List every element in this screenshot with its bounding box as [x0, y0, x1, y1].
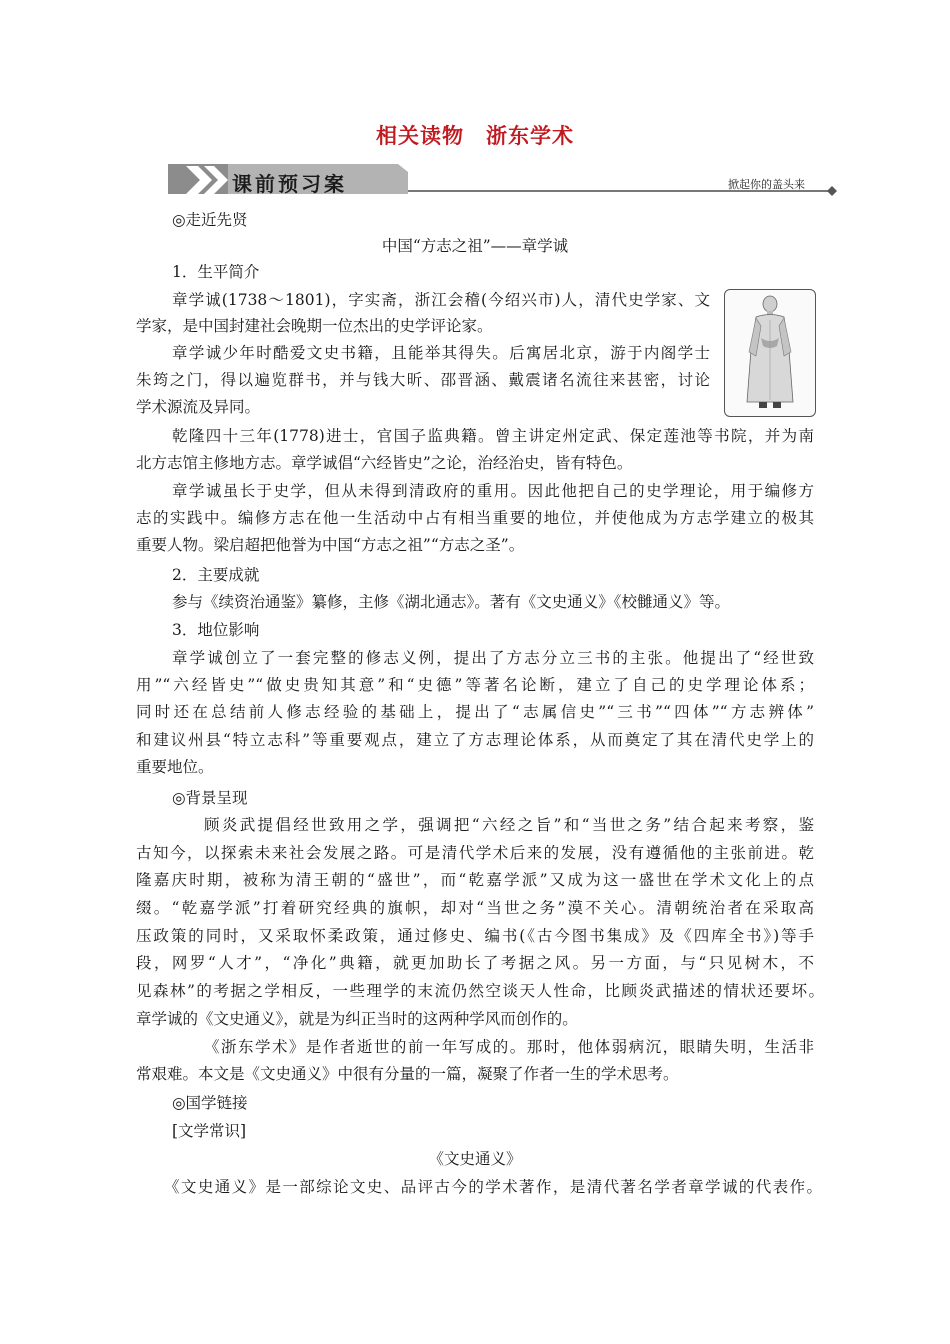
influence-line: 章学诚创立了一套完整的修志义例，提出了方志分立三书的主张。他提出了“经世致: [172, 649, 814, 667]
heading-achievement: 2．主要成就: [172, 566, 260, 584]
literature-tag: [文学常识]: [172, 1122, 247, 1140]
background-line: 见森林”的考据之学相反，一些理学的末流仍然空谈天人性命，比顾炎武描述的情状还要坏。: [136, 982, 824, 1000]
book-title: 《文史通义》: [428, 1150, 522, 1168]
background-line: 《浙东学术》是作者逝世的前一年写成的。那时，他体弱病沉，眼睛失明，生活非: [204, 1038, 814, 1056]
heading-bio: 1．生平简介: [172, 263, 260, 281]
background-line: 压政策的同时，又采取怀柔政策，通过修史、编书(《古今图书集成》及《四库全书》)等手: [136, 927, 814, 945]
section-heading-2: ◎背景呈现: [172, 789, 248, 807]
bio-line: 章学诚(1738～1801)，字实斋，浙江会稽(今绍兴市)人，清代史学家、文: [172, 291, 710, 309]
influence-line: 重要地位。: [136, 758, 214, 776]
influence-line: 和建议州县“特立志科”等重要观点，建立了方志理论体系，从而奠定了其在清代史学上的: [136, 731, 814, 749]
background-line: 常艰难。本文是《文史通义》中很有分量的一篇，凝聚了作者一生的学术思考。: [136, 1065, 679, 1083]
background-line: 顾炎武提倡经世致用之学，强调把“六经之旨”和“当世之务”结合起来考察，鉴: [204, 816, 814, 834]
banner-slogan: 掀起你的盖头来: [728, 178, 805, 191]
bio-line: 乾隆四十三年(1778)进士，官国子监典籍。曾主讲定州定武、保定莲池等书院，并为南: [172, 427, 814, 445]
background-line: 隆嘉庆时期，被称为清王朝的“盛世”，而“乾嘉学派”又成为这一盛世在学术文化上的点: [136, 871, 814, 889]
heading-influence: 3．地位影响: [172, 621, 260, 639]
bio-line: 章学诚少年时酷爱文史书籍，且能举其得失。后寓居北京，游于内阁学士: [172, 344, 710, 362]
bio-line: 学术源流及异同。: [136, 398, 261, 416]
subtitle: 中国“方志之祖”——章学诚: [381, 237, 569, 255]
bio-line: 章学诚虽长于史学，但从未得到清政府的重用。因此他把自己的史学理论，用于编修方: [172, 482, 814, 500]
background-line: 章学诚的《文史通义》，就是为纠正当时的这两种学风而创作的。: [136, 1010, 578, 1028]
achievement-text: 参与《续资治通鉴》纂修，主修《湖北通志》。著有《文史通义》《校雠通义》等。: [172, 593, 731, 611]
section-heading-1: ◎走近先贤: [172, 211, 248, 229]
section-heading-3: ◎国学链接: [172, 1094, 248, 1112]
bio-line: 北方志馆主修地方志。章学诚倡“六经皆史”之论，治经治史，皆有特色。: [136, 454, 633, 472]
bio-line: 重要人物。梁启超把他誉为中国“方志之祖”“方志之圣”。: [136, 536, 525, 554]
bio-line: 朱筠之门，得以遍览群书，并与钱大昕、邵晋涵、戴震诸名流往来甚密，讨论: [136, 371, 710, 389]
page-title: 相关读物 浙东学术: [376, 124, 574, 148]
banner-label: 课前预习案: [232, 172, 347, 196]
influence-line: 用”“六经皆史”“做史贵知其意”和“史德”等著名论断，建立了自己的史学理论体系；: [136, 676, 814, 694]
bio-line: 学家，是中国封建社会晚期一位杰出的史学评论家。: [136, 317, 493, 335]
background-line: 缀。“乾嘉学派”打着研究经典的旗帜，却对“当世之务”漠不关心。清朝统治者在采取高: [136, 899, 814, 917]
bio-line: 志的实践中。编修方志在他一生活动中占有相当重要的地位，并使他成为方志学建立的极其: [136, 509, 814, 527]
portrait-image: [724, 289, 816, 417]
influence-line: 同时还在总结前人修志经验的基础上，提出了“志属信史”“三书”“四体”“方志辨体”: [136, 703, 814, 721]
background-line: 段，网罗“人才”，“净化”典籍，就更加助长了考据之风。另一方面，与“只见树木，不: [136, 954, 814, 972]
book-intro: 《文史通义》是一部综论文史、品评古今的学术著作，是清代著名学者章学诚的代表作。: [164, 1178, 822, 1196]
background-line: 古知今，以探索未来社会发展之路。可是清代学术后来的发展，没有遵循他的主张前进。乾: [136, 844, 814, 862]
